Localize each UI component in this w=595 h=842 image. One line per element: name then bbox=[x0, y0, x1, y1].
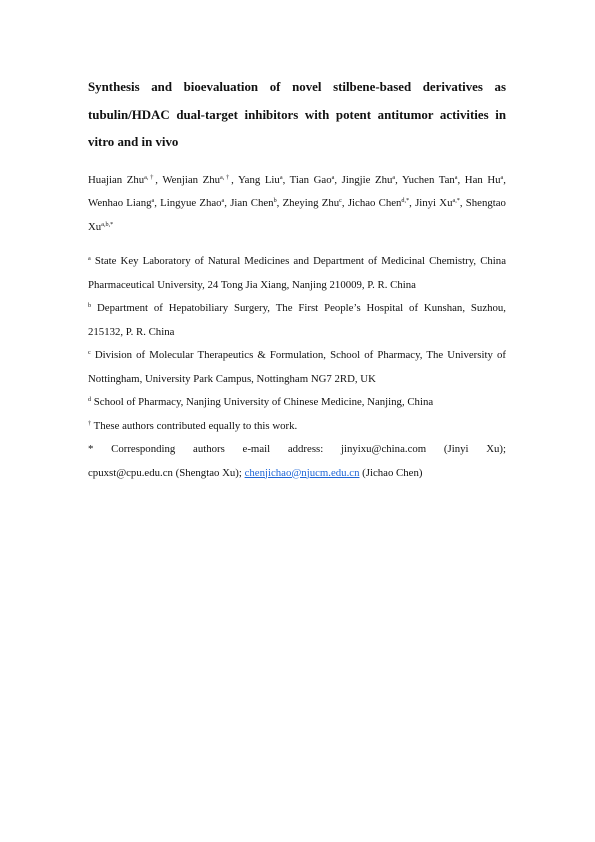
corresponding-line: cpuxst@cpu.edu.cn (Shengtao Xu); chenjichao@njucm.edu.cn (Jichao Chen) bbox=[88, 466, 423, 479]
affiliation-item: $^c$ Division of Molecular Therapeutics & Formulation, School of Pharmacy, The University of Nottingham, University Park Campus, Nottingham NG7 2RD, UK bbox=[88, 349, 506, 385]
author: Jinyi $Xu^{a,*}$ bbox=[415, 197, 460, 209]
author: Wenhao Liang$^a$ bbox=[88, 197, 155, 209]
author: Jingjie Zhu$^a$ bbox=[341, 173, 396, 186]
paper-title: Synthesis and bioevaluation of novel stilbene-based derivatives as tubulin/HDAC dual-target inhibitors with potent antitumor activities in vitro and in vivo bbox=[88, 80, 506, 149]
title-page bbox=[88, 74, 506, 485]
email-jinyi-xu: jinyixu@china.com bbox=[340, 443, 427, 455]
author: Yang Liu$^a$ bbox=[237, 173, 283, 186]
equal-contribution-note: † These authors contributed equally to this work. bbox=[88, 419, 298, 432]
affiliation-item: $^b$ Department of Hepatobiliary Surgery, The First People’s Hospital of Kunshan, Suzhou, 215132, P. R. China bbox=[88, 302, 507, 338]
author: Wenjian Zhu$^{a,\dagger}$ bbox=[162, 173, 232, 186]
author: Han Hu$^a$ bbox=[464, 173, 504, 186]
author: Jian Chen$^b$ bbox=[230, 197, 277, 209]
author: Huajian Zhu$^{a,\dagger}$ bbox=[88, 173, 156, 186]
author: Jichao Chen$^{d,*}$ bbox=[347, 197, 410, 209]
author: Shengtao $Xu^{a,b,*}$ bbox=[88, 197, 506, 233]
author-list: Huajian Zhu$^{a,\dagger}$, Wenjian Zhu$^{a,\dagger}$, Yang Liu$^a$, Tian Gao$^a$, Jingjie Zhu$^a$, Yuchen Tan$^a$, Han Hu$^a$, Wenhao Liang$^a$, Lingyue Zhao$^a$, Jian Chen$^b$, Zheying Zhu$^c$, Jichao Chen$^{d,*}$, Jinyi $Xu^{a,*}$, Shengtao $Xu^{a,b,*}$ bbox=[88, 173, 506, 233]
author: Lingyue Zhao$^a$ bbox=[160, 197, 225, 209]
author: Zheying Zhu$^c$ bbox=[282, 197, 342, 209]
affiliation-item: $^a$ State Key Laboratory of Natural Medicines and Department of Medicinal Chemistry, China Pharmaceutical University, 24 Tong Jia Xiang, Nanjing 210009, P. R. China bbox=[88, 255, 506, 291]
author: Tian Gao$^a$ bbox=[289, 173, 335, 186]
email-link-jichao-chen[interactable]: chenjichao@njucm.edu.cn bbox=[244, 466, 360, 479]
corresponding-authors-note bbox=[88, 438, 506, 485]
affiliation-list bbox=[88, 250, 506, 485]
author: Yuchen Tan$^a$ bbox=[401, 173, 458, 186]
affiliation-item: $^d$ School of Pharmacy, Nanjing University of Chinese Medicine, Nanjing, China bbox=[88, 396, 434, 408]
corresponding-line: * Corresponding authors e-mail address: jinyixu@china.com (Jinyi Xu); bbox=[88, 438, 506, 462]
email-shengtao-xu: cpuxst@cpu.edu.cn bbox=[88, 466, 173, 479]
